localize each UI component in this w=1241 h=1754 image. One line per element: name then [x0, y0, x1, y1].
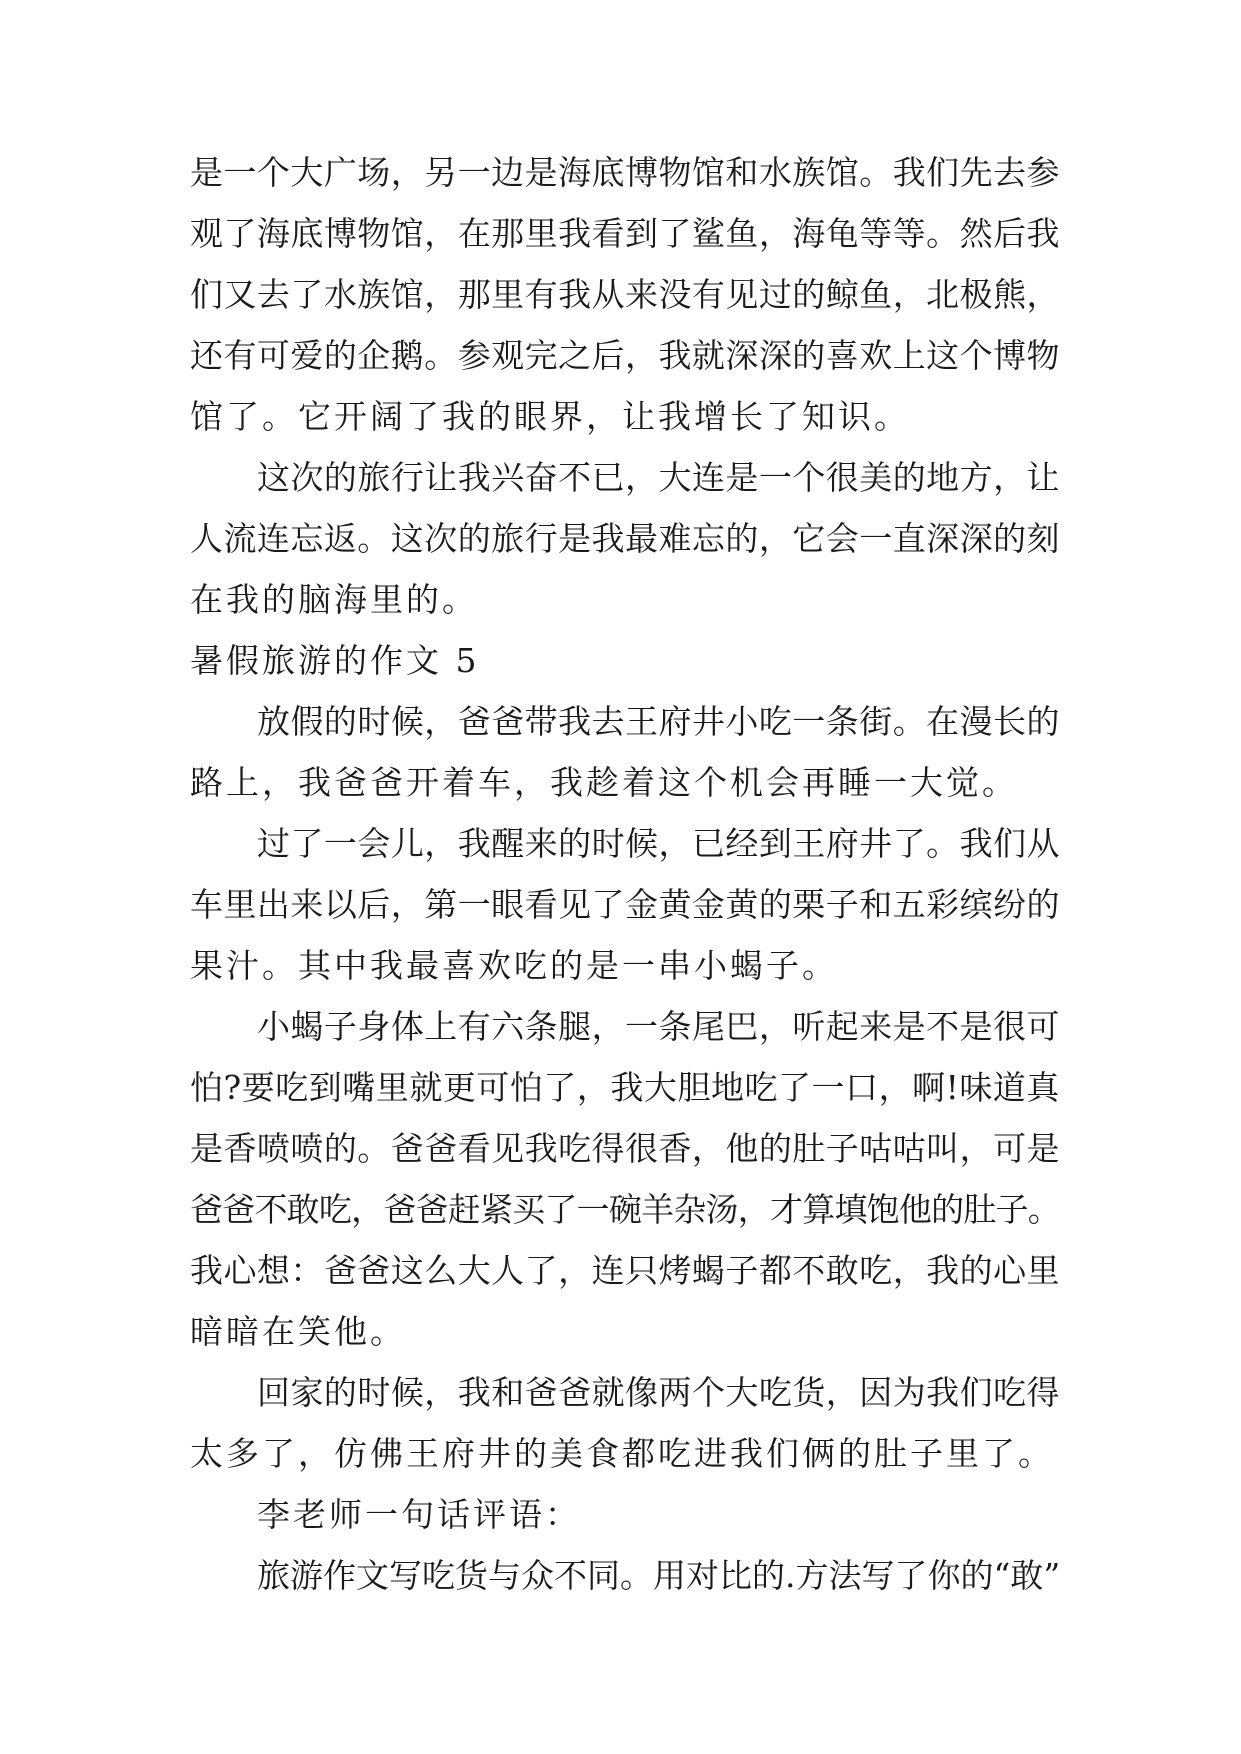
- text-line: 太多了，仿佛王府井的美食都吃进我们俩的肚子里了。: [190, 1434, 1054, 1473]
- paragraph-first-line: 放假的时候，爸爸带我去王府井小吃一条街。在漫长的: [257, 702, 1060, 741]
- text-line: 在我的脑海里的。: [190, 580, 478, 619]
- text-line: 怕?要吃到嘴里就更可怕了，我大胆地吃了一口，啊!味道真: [190, 1068, 1060, 1107]
- text-line: 车里出来以后，第一眼看见了金黄金黄的栗子和五彩缤纷的: [190, 885, 1060, 924]
- text-line: 观了海底博物馆，在那里我看到了鲨鱼，海龟等等。然后我: [190, 214, 1060, 253]
- text-line: 是香喷喷的。爸爸看见我吃得很香，他的肚子咕咕叫，可是: [190, 1129, 1060, 1168]
- text-line: 馆了。它开阔了我的眼界，让我增长了知识。: [190, 397, 910, 436]
- text-line: 暗暗在笑他。: [190, 1312, 406, 1351]
- text-line: 路上，我爸爸开着车，我趁着这个机会再睡一大觉。: [190, 763, 1018, 802]
- paragraph-first-line: 小蝎子身体上有六条腿，一条尾巴，听起来是不是很可: [257, 1007, 1060, 1046]
- text-line: 爸爸不敢吃，爸爸赶紧买了一碗羊杂汤，才算填饱他的肚子。: [190, 1190, 1061, 1229]
- text-line: 还有可爱的企鹅。参观完之后，我就深深的喜欢上这个博物: [190, 336, 1060, 375]
- text-line: 果汁。其中我最喜欢吃的是一串小蝎子。: [190, 946, 838, 985]
- text-line: 是一个大广场，另一边是海底博物馆和水族馆。我们先去参: [190, 153, 1060, 192]
- paragraph-first-line: 这次的旅行让我兴奋不已，大连是一个很美的地方，让: [257, 458, 1060, 497]
- text-line: 人流连忘返。这次的旅行是我最难忘的，它会一直深深的刻: [190, 519, 1060, 558]
- text-line: 们又去了水族馆，那里有我从来没有见过的鲸鱼，北极熊，: [190, 275, 1060, 314]
- paragraph-first-line: 回家的时候，我和爸爸就像两个大吃货，因为我们吃得: [257, 1373, 1060, 1412]
- paragraph-first-line: 旅游作文写吃货与众不同。用对比的.方法写了你的“敢”: [257, 1556, 1061, 1595]
- text-line: 我心想：爸爸这么大人了，连只烤蝎子都不敢吃，我的心里: [190, 1251, 1060, 1290]
- section-heading: 暑假旅游的作文 5: [190, 641, 480, 680]
- comment-heading: 李老师一句话评语：: [257, 1495, 581, 1534]
- paragraph-first-line: 过了一会儿，我醒来的时候，已经到王府井了。我们从: [257, 824, 1060, 863]
